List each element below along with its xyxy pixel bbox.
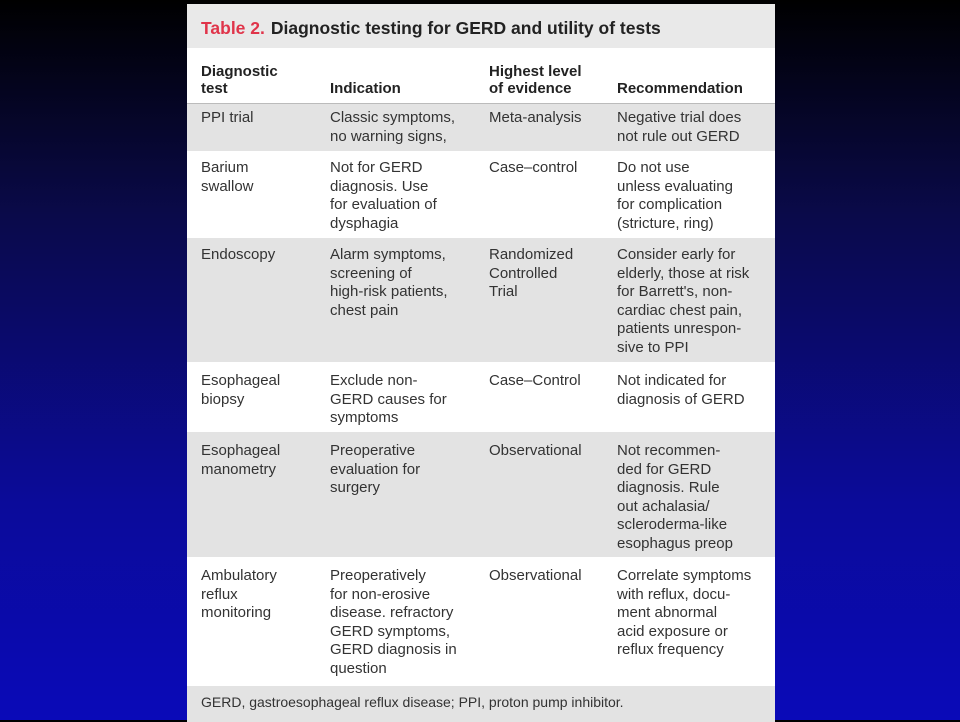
cell-indication: Exclude non- GERD causes for symptoms <box>330 372 447 426</box>
cell-test: Barium swallow <box>201 159 254 195</box>
cell-evidence: Randomized Controlled Trial <box>489 246 574 300</box>
table-row <box>187 557 775 684</box>
cell-indication: Preoperatively for non-erosive disease. refractory GERD symptoms, GERD diagnosis in question <box>330 567 457 677</box>
cell-evidence: Observational <box>489 567 582 584</box>
cell-recommendation: Not recommen- ded for GERD diagnosis. Rule out achalasia/ scleroderma-like esophagus preop <box>617 442 733 552</box>
cell-test: PPI trial <box>201 109 254 126</box>
table-row <box>187 151 775 238</box>
table-row <box>187 362 775 432</box>
table-title-text: Diagnostic testing for GERD and utility of tests <box>270 18 661 38</box>
table-header-row <box>187 50 775 104</box>
header-diagnostic-test: Diagnostic test <box>201 63 278 97</box>
header-evidence: Highest level of evidence <box>489 63 582 97</box>
cell-indication: Classic symptoms, no warning signs, <box>330 109 456 145</box>
table-title-bar <box>187 4 775 50</box>
cell-evidence: Case–control <box>489 159 578 176</box>
table-row <box>187 238 775 362</box>
table-row <box>187 104 775 151</box>
cell-recommendation: Correlate symptoms with reflux, docu- ment abnormal acid exposure or reflux frequency <box>617 567 752 658</box>
table-footnote: GERD, gastroesophageal reflux disease; PPI, proton pump inhibitor. <box>201 694 624 710</box>
cell-indication: Alarm symptoms, screening of high-risk patients, chest pain <box>330 246 448 319</box>
cell-recommendation: Negative trial does not rule out GERD <box>617 109 742 145</box>
table-label: Table 2. <box>201 18 265 38</box>
table-sheet <box>187 4 775 720</box>
header-recommendation: Recommendation <box>617 80 743 97</box>
cell-test: Endoscopy <box>201 246 276 263</box>
cell-recommendation: Not indicated for diagnosis of GERD <box>617 372 745 408</box>
cell-indication: Preoperative evaluation for surgery <box>330 442 421 496</box>
cell-evidence: Observational <box>489 442 582 459</box>
cell-indication: Not for GERD diagnosis. Use for evaluation of dysphagia <box>330 159 437 232</box>
table-row <box>187 432 775 557</box>
cell-recommendation: Consider early for elderly, those at risk for Barrett's, non- cardiac chest pain, patients unrespon- sive to PPI <box>617 246 750 356</box>
header-indication: Indication <box>330 80 401 97</box>
cell-test: Ambulatory reflux monitoring <box>201 567 277 621</box>
cell-recommendation: Do not use unless evaluating for complication (stricture, ring) <box>617 159 733 232</box>
cell-evidence: Meta-analysis <box>489 109 582 126</box>
table-title <box>201 18 661 39</box>
cell-evidence: Case–Control <box>489 372 581 389</box>
footnote-bar <box>187 684 775 722</box>
cell-test: Esophageal manometry <box>201 442 281 478</box>
cell-test: Esophageal biopsy <box>201 372 281 408</box>
